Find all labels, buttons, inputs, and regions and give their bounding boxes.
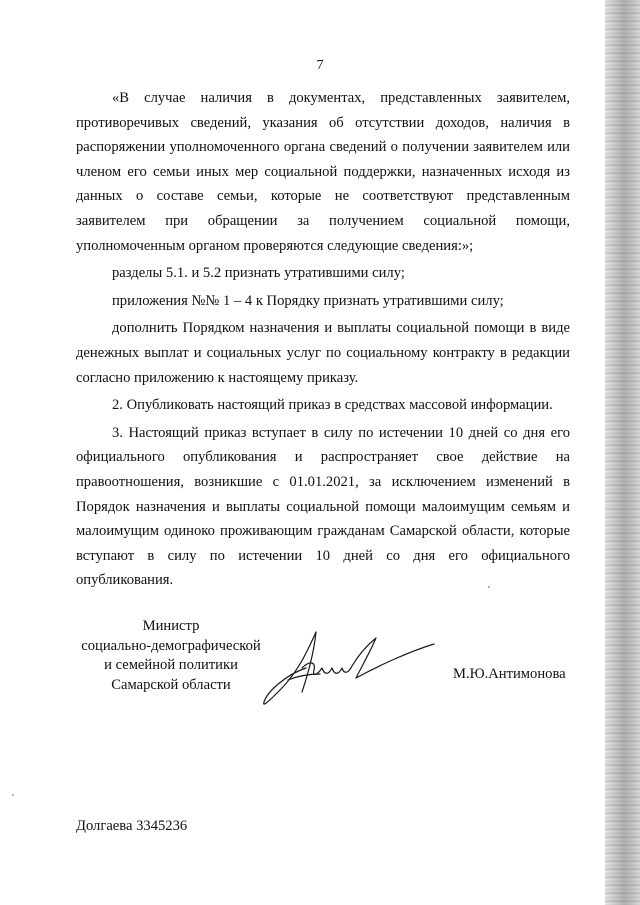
paragraph-add-procedure: дополнить Порядком назначения и выплаты социальной помощи в виде денежных выплат и социальных услуг по социальному контракту в редакции согласно приложению к настоящему приказу.: [76, 320, 570, 386]
executor-contact: Долгаева 3345236: [76, 818, 188, 834]
paragraph-appendices-repealed: приложения №№ 1 – 4 к Порядку признать утратившими силу;: [112, 292, 504, 309]
scan-speck: [12, 794, 14, 796]
scan-edge-artifact: [605, 0, 640, 905]
handwritten-signature: [258, 622, 438, 714]
signatory-title-line: Самарской области: [111, 676, 231, 693]
signatory-title-line: социально-демографической: [81, 637, 261, 654]
signatory-title: [78, 617, 264, 695]
scan-speck: [488, 586, 490, 588]
signatory-name: М.Ю.Антимонова: [453, 666, 566, 682]
signatory-title-line: и семейной политики: [104, 657, 238, 673]
document-body: [76, 86, 570, 593]
signatory-title-line: Министр: [142, 618, 200, 634]
page-number: 7: [316, 58, 324, 73]
paragraph-verification-clause: «В случае наличия в документах, представленных заявителем, противоречивых сведений, указания об отсутствии доходов, наличия в распоряжении уполномоченного органа сведений о получении заявителем или членом его семьи иных мер социальной поддержки, назначенных исходя из данных о составе семьи, которые не соответствуют представленным заявителем при обращении за получением социальной помощи, уполномоченным органом проверяются следующие сведения:»;: [76, 90, 570, 254]
paragraph-publish-order: 2. Опубликовать настоящий приказ в средствах массовой информации.: [112, 397, 553, 414]
paragraph-effective-date: 3. Настоящий приказ вступает в силу по истечении 10 дней со дня его официального опубликования и распространяет свое действие на правоотношения, возникшие с 01.01.2021, за исключением изменений в Порядок назначения и выплаты социальной помощи малоимущим семьям и малоимущим одиноко проживающим гражданам Самарской области, которые вступают в силу по истечении 10 дней со дня его официального опубликования.: [76, 424, 570, 589]
paragraph-sections-repealed: разделы 5.1. и 5.2 признать утратившими силу;: [112, 265, 405, 282]
